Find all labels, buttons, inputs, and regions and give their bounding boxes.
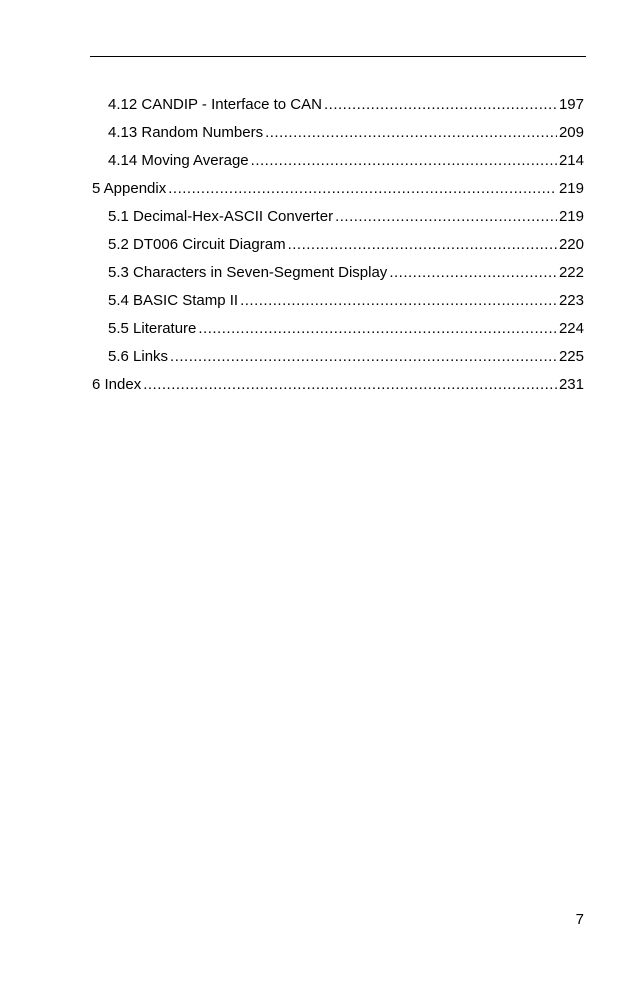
toc-entry-title: 4.12 CANDIP - Interface to CAN [108,96,322,113]
toc-entry-title: 5.3 Characters in Seven-Segment Display [108,264,388,281]
toc-dot-leader [240,291,557,311]
toc-dot-leader [198,319,557,339]
toc-entry [92,375,584,395]
toc-entry-title: 5.1 Decimal-Hex-ASCII Converter [108,208,334,225]
toc-entry-title: 5.2 DT006 Circuit Diagram [108,236,286,253]
toc-entry [108,263,584,283]
toc-entry [108,291,584,311]
toc-entry [108,95,584,115]
toc-entry [108,123,584,143]
toc-entry-title: 5.4 BASIC Stamp II [108,292,239,309]
page-number: 7 [575,911,584,928]
toc-entry-title: 5.6 Links [108,348,169,365]
toc-entry [108,151,584,171]
toc-entry-page: 220 [558,236,584,253]
toc-dot-leader [335,207,557,227]
toc-entry [108,347,584,367]
toc-dot-leader [251,151,557,171]
header-rule [90,56,586,57]
toc-dot-leader [168,179,557,199]
toc-entry [108,235,584,255]
toc-entry-title: 5 Appendix [92,180,167,197]
toc-dot-leader [324,95,557,115]
toc-entry-page: 231 [558,376,584,393]
toc-entry-page: 219 [558,180,584,197]
toc-dot-leader [288,235,557,255]
toc-dot-leader [265,123,557,143]
toc-entry [108,319,584,339]
toc-entry-title: 5.5 Literature [108,320,197,337]
toc-dot-leader [143,375,557,395]
toc-entry-page: 222 [558,264,584,281]
toc-entry-page: 224 [558,320,584,337]
toc-entry-title: 6 Index [92,376,142,393]
toc-entry-page: 219 [558,208,584,225]
toc-entry-page: 197 [558,96,584,113]
toc-dot-leader [170,347,557,367]
toc-entry-page: 225 [558,348,584,365]
toc-entry-title: 4.14 Moving Average [108,152,249,169]
toc-entry [108,207,584,227]
toc-entry [92,179,584,199]
toc-entry-page: 209 [558,124,584,141]
toc-entry-page: 214 [558,152,584,169]
toc-entry-title: 4.13 Random Numbers [108,124,264,141]
toc-dot-leader [389,263,557,283]
toc-entry-page: 223 [558,292,584,309]
